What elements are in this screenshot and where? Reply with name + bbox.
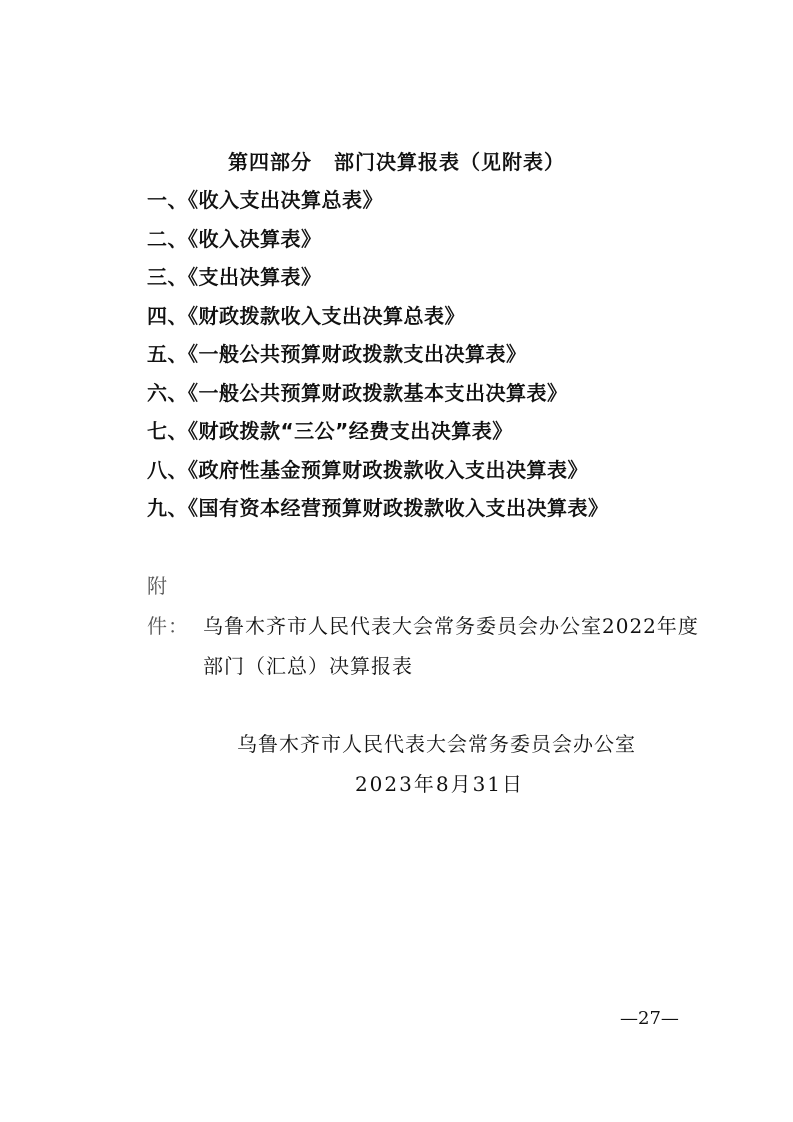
report-table-list [147,184,609,531]
attachment-line-2: 部门（汇总）决算报表 [203,654,413,678]
section-heading [0,146,793,175]
list-item: 二、《收入决算表》 [147,226,322,251]
list-item: 九、《国有资本经营预算财政拨款收入支出决算表》 [147,496,609,520]
list-item: 八、《政府性基金预算财政拨款收入支出决算表》 [147,457,588,482]
attachment-note [147,566,699,686]
page-number: —27— [620,1008,679,1029]
signature-block [0,724,793,804]
section-part-label: 第四部分 [228,150,312,174]
list-item: 六、《一般公共预算财政拨款基本支出决算表》 [147,380,568,405]
section-title: 部门决算报表（见附表） [334,150,565,174]
signature-date: 2023年8月31日 [354,772,525,796]
signature-organization: 乌鲁木齐市人民代表大会常务委员会办公室 [237,732,636,756]
list-item: 四、《财政拨款收入支出决算总表》 [147,303,465,328]
list-item: 七、《财政拨款“三公”经费支出决算表》 [147,419,513,443]
list-item: 三、《支出决算表》 [147,265,322,289]
list-item: 一、《收入支出决算总表》 [147,188,383,212]
attachment-line-1: 乌鲁木齐市人民代表大会常务委员会办公室2022年度 [203,614,699,638]
list-item: 五、《一般公共预算财政拨款支出决算表》 [147,342,527,366]
attachment-label: 附件： [147,574,189,638]
